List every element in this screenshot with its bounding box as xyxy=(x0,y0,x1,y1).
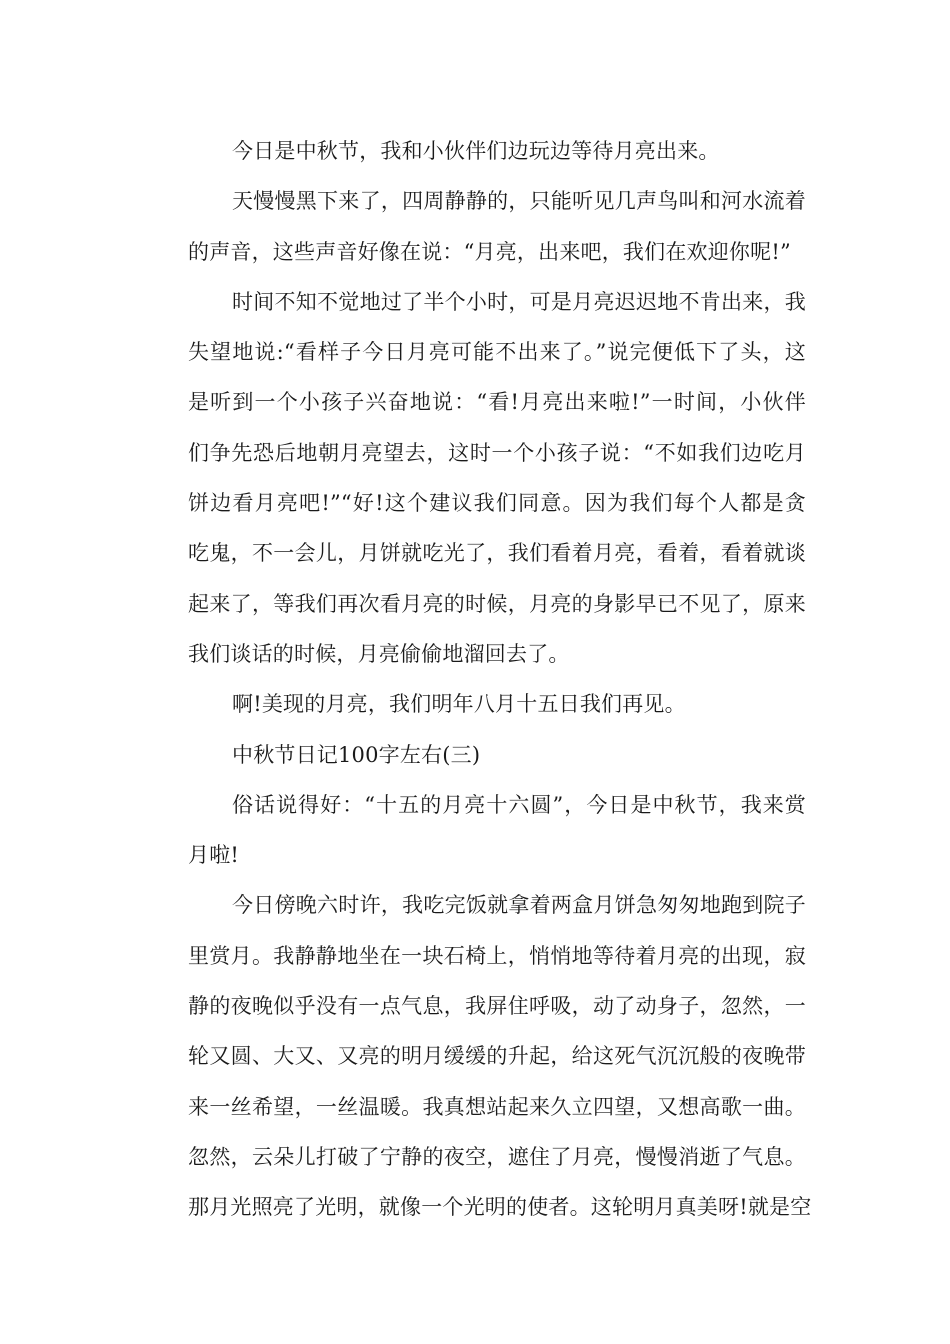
text-line: 失望地说:“看样子今日月亮可能不出来了。”说完便低下了头，这 xyxy=(188,340,806,365)
text-line: 啊!美现的月亮，我们明年八月十五日我们再见。 xyxy=(232,692,686,717)
text-line: 俗话说得好：“十五的月亮十六圆”，今日是中秋节，我来赏 xyxy=(232,792,806,817)
paragraph-4 xyxy=(146,679,806,729)
text-line: 月啦! xyxy=(188,843,240,868)
section-heading xyxy=(146,730,806,780)
text-line: 天慢慢黑下来了，四周静静的，只能听见几声鸟叫和河水流着 xyxy=(232,189,806,214)
text-line: 时间不知不觉地过了半个小时，可是月亮迟迟地不肯出来，我 xyxy=(232,289,806,314)
text-line: 静的夜晚似乎没有一点气息，我屏住呼吸，动了动身子，忽然，一 xyxy=(188,994,806,1019)
text-line: 忽然，云朵儿打破了宁静的夜空，遮住了月亮，慢慢消逝了气息。 xyxy=(188,1144,806,1169)
text-line: 今日傍晚六时许，我吃完饭就拿着两盒月饼急匆匆地跑到院子 xyxy=(232,893,806,918)
paragraph-7 xyxy=(146,880,812,1232)
text-line: 们争先恐后地朝月亮望去，这时一个小孩子说：“不如我们边吃月 xyxy=(188,440,806,465)
text-line: 轮又圆、大又、又亮的明月缓缓的升起，给这死气沉沉般的夜晚带 xyxy=(188,1044,806,1069)
paragraph-6 xyxy=(146,780,806,881)
heading-text: 中秋节日记100字左右(三) xyxy=(232,742,481,767)
text-line: 来一丝希望，一丝温暖。我真想站起来久立四望，又想高歌一曲。 xyxy=(188,1094,806,1119)
text-line: 的声音，这些声音好像在说：“月亮，出来吧，我们在欢迎你呢!” xyxy=(188,239,791,264)
text-line: 我们谈话的时候，月亮偷偷地溜回去了。 xyxy=(188,641,570,666)
text-line: 里赏月。我静静地坐在一块石椅上，悄悄地等待着月亮的出现，寂 xyxy=(188,943,806,968)
text-line: 是听到一个小孩子兴奋地说：“看!月亮出来啦!”一时间，小伙伴 xyxy=(188,390,806,415)
text-line: 吃鬼，不一会儿，月饼就吃光了，我们看着月亮，看着，看着就谈 xyxy=(188,541,806,566)
text-line: 起来了，等我们再次看月亮的时候，月亮的身影早已不见了，原来 xyxy=(188,591,806,616)
paragraph-1 xyxy=(146,126,806,176)
text-line: 今日是中秋节，我和小伙伴们边玩边等待月亮出来。 xyxy=(232,139,720,163)
paragraph-3 xyxy=(146,277,806,679)
text-line: 那月光照亮了光明，就像一个光明的使者。这轮明月真美呀!就是空 xyxy=(188,1195,812,1220)
document-body xyxy=(146,126,812,1233)
text-line: 饼边看月亮吧!”“好!这个建议我们同意。因为我们每个人都是贪 xyxy=(188,491,806,516)
paragraph-2 xyxy=(146,176,806,277)
